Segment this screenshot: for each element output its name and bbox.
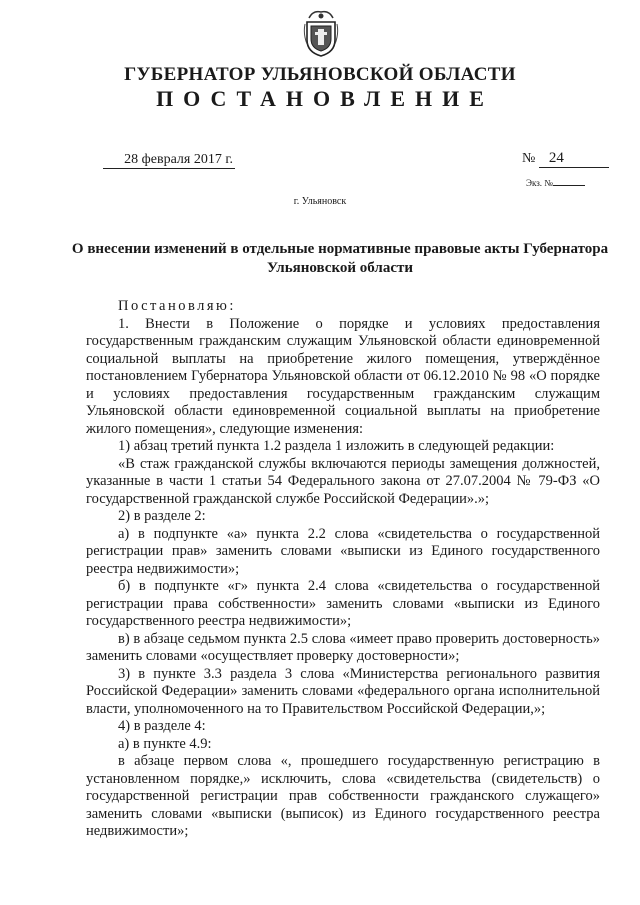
paragraph-10: а) в пункте 4.9: [118, 735, 212, 752]
copy-label: Экз. № [526, 178, 553, 188]
paragraph-8: 3) в пункте 3.3 раздела 3 слова «Министерства регионального развития Российской Федерации» заменить словами «федерального органа исполнительной власти, уполномоченного на то Правительством Российской Федерации,»; [86, 665, 600, 717]
paragraph-3: «В стаж гражданской службы включаются периоды замещения должностей, указанные в части 1 статьи 54 Федерального закона от 27.07.2004 № 79-ФЗ «О государственной гражданской службе Российской Федерации».»; [86, 455, 600, 507]
number-label: № [522, 151, 536, 166]
document-number: 24 [539, 150, 609, 168]
document-date: 28 февраля 2017 г. [103, 152, 235, 169]
coat-of-arms-icon [303, 8, 339, 58]
paragraph-9: 4) в разделе 4: [118, 718, 206, 734]
organization-title: ГУБЕРНАТОР УЛЬЯНОВСКОЙ ОБЛАСТИ [124, 64, 516, 85]
paragraph-7: в) в абзаце седьмом пункта 2.5 слова «имеет право проверить достоверность» заменить словами «осуществляет проверку достоверности»; [86, 630, 600, 664]
paragraph-4: 2) в разделе 2: [118, 508, 206, 524]
document-title: О внесении изменений в отдельные нормативные правовые акты Губернатора Ульяновской области [71, 241, 609, 276]
city: г. Ульяновск [293, 196, 347, 207]
paragraph-2: 1) абзац третий пункта 1.2 раздела 1 изложить в следующей редакции: [118, 438, 555, 454]
copy-number-field [526, 178, 585, 188]
document-number-field [522, 150, 609, 168]
paragraph-11: в абзаце первом слова «, прошедшего государственную регистрацию в установленном порядке,» исключить, слова «свидетельства (свидетельств) о государственной регистрации прав собственности гражданского служащего» заменить словами «выписки (выписок) из Единого государственного реестра недвижимости»; [86, 753, 600, 839]
paragraph-5: а) в подпункте «а» пункта 2.2 слова «свидетельства о государственной регистрации прав» заменить словами «выписки из Единого государственного реестра недвижимости»; [86, 525, 600, 577]
copy-number-blank [553, 185, 585, 186]
lead-phrase: Постановляю: [118, 298, 236, 314]
document-type: ПОСТАНОВЛЕНИЕ [156, 86, 494, 111]
document-body [86, 298, 600, 841]
paragraph-6: б) в подпункте «г» пункта 2.4 слова «свидетельства о государственной регистрации права собственности» заменить словами «выписки из Единого государственного реестра недвижимости»; [86, 578, 600, 629]
paragraph-1: 1. Внести в Положение о порядке и условиях предоставления государственным гражданским служащим Ульяновской области единовременной социальной выплаты на приобретение жилого помещения, утверждённое постановлением Губернатора Ульяновской области от 06.12.2010 № 98 «О порядке и условиях предоставления государственным гражданским служащим Ульяновской области единовременной социальной выплаты на приобретение жилого помещения», следующие изменения: [86, 315, 600, 437]
